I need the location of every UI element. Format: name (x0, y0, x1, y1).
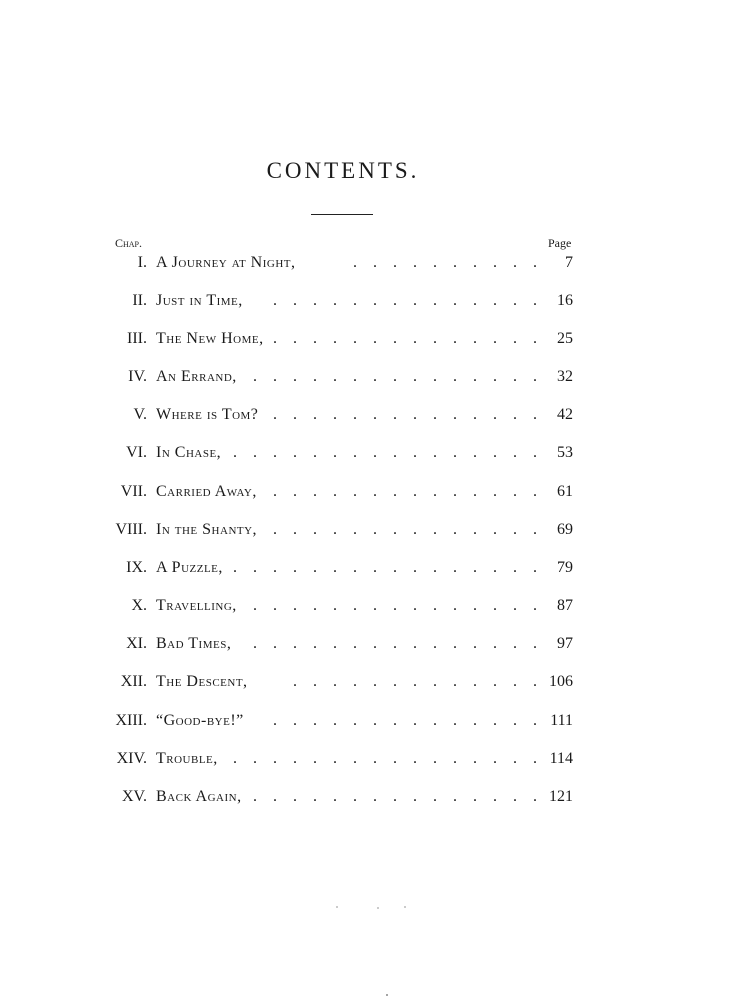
page-number: 7 (565, 254, 573, 271)
dot-leader: . . . . . . . . . . . . . . (273, 483, 543, 500)
chapter-title: Trouble, (156, 750, 218, 767)
page-number: 121 (549, 788, 573, 805)
dot-leader: . . . . . . . . . . . . . . . . (233, 750, 543, 767)
chapter-number: IV. (128, 368, 147, 385)
chapter-number: X. (131, 597, 147, 614)
chapter-number: VII. (120, 483, 147, 500)
page-number: 32 (557, 368, 573, 385)
toc-entry (0, 477, 731, 507)
chapter-column-header: Chap. (115, 236, 143, 250)
page-number: 25 (557, 330, 573, 347)
toc-entry (0, 782, 731, 812)
chapter-number: XII. (120, 673, 147, 690)
chapter-title: Carried Away, (156, 483, 257, 500)
chapter-title: A Puzzle, (156, 559, 223, 576)
dot-leader: . . . . . . . . . . . . . . (273, 330, 543, 347)
page-number: 69 (557, 521, 573, 538)
chapter-title: Just in Time, (156, 292, 243, 309)
chapter-title: In the Shanty, (156, 521, 258, 538)
chapter-number: I. (137, 254, 147, 271)
page-number: 106 (549, 673, 573, 690)
chapter-number: XIV. (116, 750, 147, 767)
toc-entry (0, 629, 731, 659)
chapter-title: An Errand, (156, 368, 237, 385)
page-number: 53 (557, 444, 573, 461)
toc-entry (0, 438, 731, 468)
dot-leader: . . . . . . . . . . . . . . . . (233, 444, 543, 461)
page-number: 114 (549, 750, 573, 767)
chapter-title: A Journey at Night, (156, 254, 296, 271)
chapter-number: III. (127, 330, 147, 347)
page-column-header: Page (548, 236, 572, 250)
chapter-number: XIII. (115, 712, 147, 729)
chapter-number: VI. (126, 444, 147, 461)
toc-entry (0, 591, 731, 621)
chapter-title: Bad Times, (156, 635, 232, 652)
page-number: 42 (557, 406, 573, 423)
toc-entry (0, 324, 731, 354)
chapter-title: In Chase, (156, 444, 222, 461)
dot-leader: . . . . . . . . . . . . . (293, 673, 543, 690)
dot-leader: . . . . . . . . . . . . . . (273, 521, 543, 538)
page-title: CONTENTS. (266, 158, 420, 183)
page-number: 79 (557, 559, 573, 576)
page-number: 61 (557, 483, 573, 500)
title-rule (311, 214, 373, 215)
chapter-number: V. (133, 406, 147, 423)
toc-entry (0, 553, 731, 583)
toc-entry (0, 706, 731, 736)
dot-leader: . . . . . . . . . . . . . . . (253, 368, 543, 385)
dot-leader: . . . . . . . . . . . . . . . . (233, 559, 543, 576)
dot-leader: . . . . . . . . . . . . . . (273, 406, 543, 423)
page-number: 97 (557, 635, 573, 652)
chapter-title: Where is Tom? (156, 406, 259, 423)
toc-entry (0, 744, 731, 774)
paper-speck (386, 994, 388, 996)
paper-speck (377, 907, 379, 909)
toc-entry (0, 286, 731, 316)
toc-entry (0, 362, 731, 392)
chapter-title: Travelling, (156, 597, 237, 614)
page-number: 87 (557, 597, 573, 614)
chapter-title: Back Again, (156, 788, 242, 805)
paper-speck (404, 906, 406, 908)
dot-leader: . . . . . . . . . . . . . . (273, 292, 543, 309)
page-number: 16 (557, 292, 573, 309)
dot-leader: . . . . . . . . . . . . . . . (253, 788, 543, 805)
chapter-number: XI. (126, 635, 147, 652)
paper-speck (336, 906, 338, 908)
toc-entry (0, 515, 731, 545)
toc-entry (0, 667, 731, 697)
dot-leader: . . . . . . . . . . . . . . (273, 712, 543, 729)
chapter-title: The Descent, (156, 673, 248, 690)
dot-leader: . . . . . . . . . . . . . . . (253, 597, 543, 614)
chapter-number: VIII. (115, 521, 147, 538)
dot-leader: . . . . . . . . . . . . . . . (253, 635, 543, 652)
chapter-title: “Good-bye!” (156, 712, 244, 729)
page-number: 111 (550, 712, 573, 729)
toc-entry (0, 400, 731, 430)
chapter-number: II. (132, 292, 147, 309)
dot-leader: . . . . . . . . . . (353, 254, 543, 271)
toc-entry (0, 248, 731, 278)
chapter-title: The New Home, (156, 330, 264, 347)
chapter-number: IX. (126, 559, 147, 576)
chapter-number: XV. (121, 788, 147, 805)
